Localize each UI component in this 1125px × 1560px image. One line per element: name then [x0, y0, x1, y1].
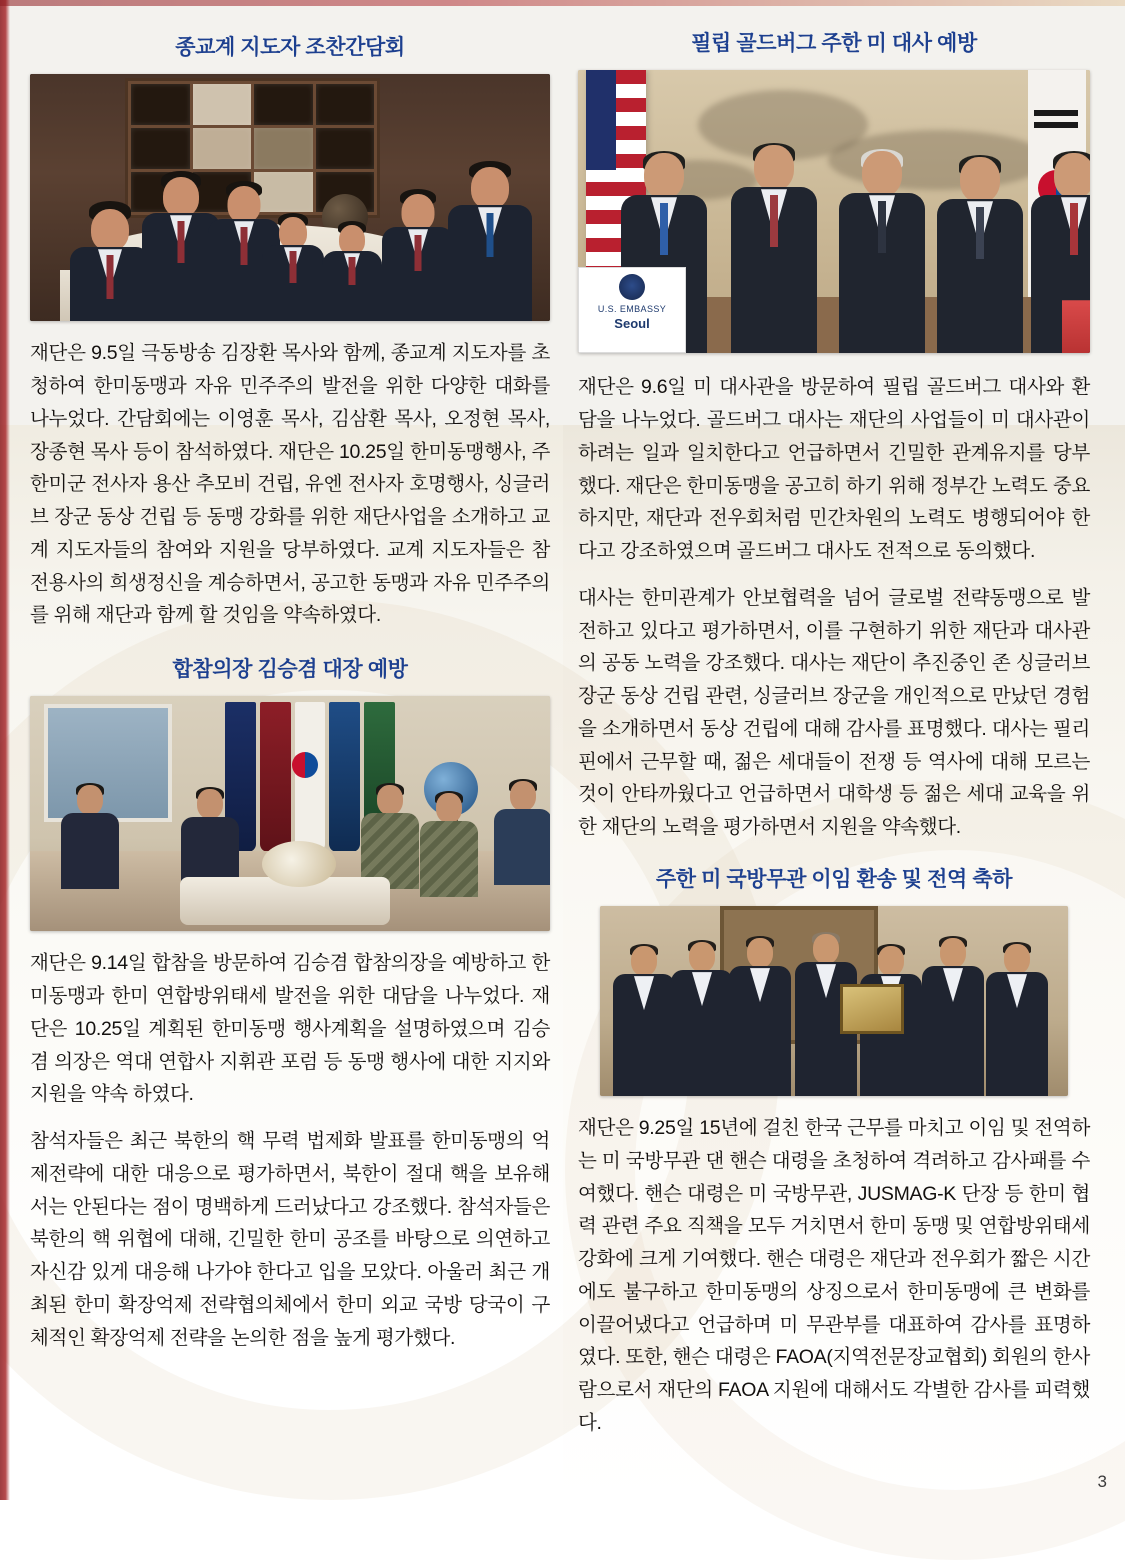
article-body-attache-farewell: 재단은 9.25일 15년에 걸친 한국 근무를 마치고 이임 및 전역하는 미 국방무관 댄 핸슨 대령을 초청하여 격려하고 감사패를 수여했다. 핸슨 대령은 미 국방무관, JUSMAG-K 단장 등 한미 협력 관련 주요 직책을 모두 거치면서 한미 동맹 및 연합방위태세 강화에 크게 기여했다. 핸슨 대령은 재단과 전우회가 짧은 시간에도 불구하고 한미동맹의 상징으로서 한미동맹에 큰 변화를 이끌어냈다고 언급하며 미 무관부를 대표하여 감사를 표명하였다. 또한, 핸슨 대령은 FAOA(지역전문장교협회) 회원의 한사람으로서 재단의 FAOA 지원에 대해서도 각별한 감사를 피력했다. [578, 1117, 1090, 1434]
breakfast-meeting-photo [30, 74, 550, 321]
attache-farewell-photo [600, 906, 1068, 1096]
left-edge-accent [0, 0, 10, 1500]
right-column [578, 30, 1090, 1440]
us-ambassador-visit-photo [578, 70, 1090, 353]
page-title-jcs-chairman: 합참의장 김승겸 대장 예방 [172, 658, 408, 682]
article-religious-leaders [30, 34, 550, 632]
page-title-attache-farewell: 주한 미 국방무관 이임 환송 및 전역 축하 [655, 867, 1013, 891]
decorative-ribbon [1062, 300, 1090, 353]
article-body-jcs-chairman-p2: 참석자들은 최근 북한의 핵 무력 법제화 발표를 한미동맹의 억제전략에 대한 대응으로 평가하면서, 북한이 절대 핵을 보유해서는 안된다는 점이 명백하게 드러났다고 강조했다. 참석자들은 북한의 핵 위협에 대해, 긴밀한 한미 공조를 바탕으로 의연하고 자신감 있게 대응해 나가야 한다고 입을 모았다. 아울러 최근 개최된 한미 확장억제 전략협의체에서 한미 외교 국방 당국이 구체적인 확장억제 전략을 논의한 점을 높게 평가했다. [30, 1130, 550, 1349]
article-jcs-chairman [30, 656, 550, 1354]
article-attache-farewell [578, 866, 1090, 1440]
page-title-religious-leaders: 종교계 지도자 조찬간담회 [175, 36, 405, 59]
page-number: 3 [1097, 1472, 1107, 1491]
embassy-seal-icon [619, 274, 645, 300]
jcs-chairman-visit-photo [30, 696, 550, 931]
embassy-placard-line2: Seoul [614, 316, 650, 332]
article-body-religious-leaders: 재단은 9.5일 극동방송 김장환 목사와 함께, 종교계 지도자를 초청하여 한미동맹과 자유 민주주의 발전을 위한 다양한 대화를 나누었다. 간담회에는 이영훈 목사, 김삼환 목사, 오정현 목사, 장종현 목사 등이 참석하였다. 재단은 10.25일 한미동맹행사, 주한미군 전사자 용산 추모비 건립, 유엔 전사자 호명행사, 싱글러브 장군 동상 건립 등 동맹 강화를 위한 재단사업을 소개하고 교계 지도자들의 참여와 지원을 당부하였다. 교계 지도자들은 참전용사의 희생정신을 계승하면서, 공고한 동맹과 자유 민주주의를 위해 재단과 함께 할 것임을 약속하였다. [30, 342, 550, 627]
article-body-ambassador-p1: 재단은 9.6일 미 대사관을 방문하여 필립 골드버그 대사와 환담을 나누었다. 골드버그 대사는 재단의 사업들이 미 대사관이 하려는 일과 일치한다고 언급하면서 긴밀한 관계유지를 당부했다. 재단은 한미동맹을 공고히 하기 위해 정부간 노력도 중요하지만, 재단과 전우회처럼 민간차원의 노력도 병행되어야 한다고 강조하였으며 골드버그 대사도 전적으로 동의했다. [578, 376, 1090, 563]
article-body-ambassador-p2: 대사는 한미관계가 안보협력을 넘어 글로벌 전략동맹으로 발전하고 있다고 평가하면서, 이를 구현하기 위한 재단과 대사관의 공동 노력을 강조했다. 대사는 재단이 추진중인 존 싱글러브 장군 동상 건립 관련, 싱글러브 장군을 개인적으로 만났던 경험을 소개하면서 동상 건립에 대해 감사를 표명했다. 대사는 필리핀에서 근무할 때, 젊은 세대들이 전쟁 등 역사에 대해 모르는 것이 안타까웠다고 언급하면서 대학생 등 젊은 세대 교육을 위한 재단의 노력을 평가하면서 지원을 약속했다. [578, 586, 1090, 839]
appreciation-plaque [840, 984, 904, 1034]
embassy-placard [578, 267, 686, 353]
left-column [30, 34, 550, 1354]
article-us-ambassador [578, 30, 1090, 844]
page-title-us-ambassador: 필립 골드버그 주한 미 대사 예방 [691, 32, 977, 55]
top-edge-accent [0, 0, 1125, 6]
article-body-jcs-chairman-p1: 재단은 9.14일 합참을 방문하여 김승겸 합참의장을 예방하고 한미동맹과 한미 연합방위태세 발전을 위한 대담을 나누었다. 재단은 10.25일 계획된 한미동맹 행사계획을 설명하였으며 김승겸 의장은 역대 연합사 지휘관 포럼 등 동맹 행사에 대한 지지와 지원을 약속 하였다. [30, 952, 550, 1106]
embassy-placard-line1: U.S. EMBASSY [597, 304, 667, 315]
